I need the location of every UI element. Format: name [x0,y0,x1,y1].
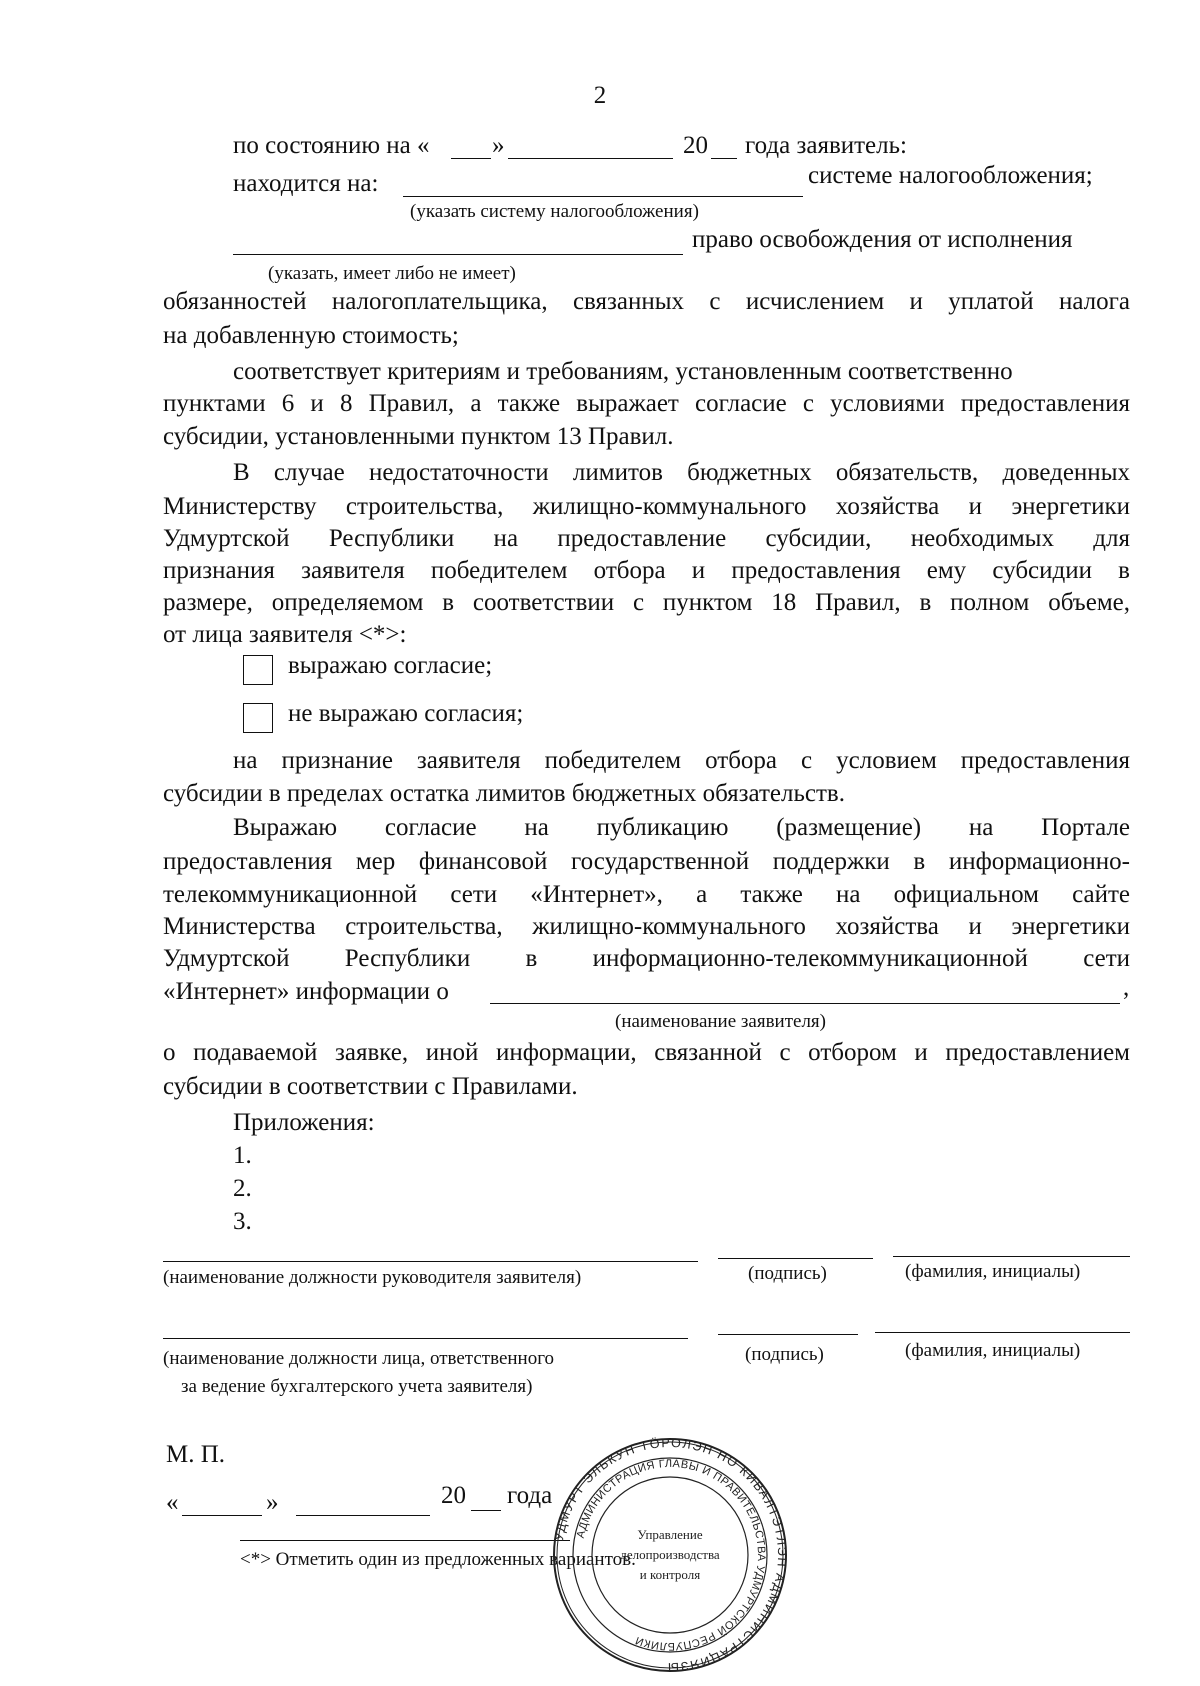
date-month-blank [296,1515,430,1516]
accountant-position-caption: за ведение бухгалтерского учета заявителя) [181,1376,533,1397]
seal-place: М. П. [166,1441,226,1468]
tax-prefix: находится на: [233,170,379,197]
position-blank [163,1261,698,1262]
stamp-outer-text: УДМУРТ ЭЛЬКУН ТӦРОЛЭН НО КИВАЛТЭТЛЭН АДМИНИСТРАЦИЯЗЫ [551,1435,790,1675]
consent-label: выражаю согласие; [288,652,493,679]
applicant-caption: (наименование заявителя) [615,1011,826,1032]
position-caption: (наименование должности руководителя заявителя) [163,1267,582,1288]
internet-prefix: «Интернет» информации о [163,978,449,1005]
applicant-name-blank [490,1003,1120,1004]
consent-checkbox[interactable] [243,655,273,685]
paragraph4-line: на признание заявителя победителем отбора с условием предоставления [233,747,1130,774]
paragraph3-line: от лица заявителя <*>: [163,621,407,648]
exemption-blank [233,254,683,255]
status-year: 20 [683,132,708,159]
paragraph5-line: телекоммуникационной сети «Интернет», а также на официальном сайте [163,881,1130,908]
date-day-blank [182,1515,262,1516]
date-year: 20 [441,1482,466,1509]
accountant-name-blank [875,1332,1130,1333]
exemption-caption: (указать, имеет либо не имеет) [268,263,516,284]
paragraph3-line: признания заявителя победителем отбора и предоставления ему субсидии в [163,557,1130,584]
paragraph6-line: о подаваемой заявке, иной информации, связанной с отбором и предоставлением [163,1039,1130,1066]
paragraph3-line: размере, определяемом в соответствии с пунктом 18 Правил, в полном объеме, [163,589,1130,616]
paragraph4-line: субсидии в пределах остатка лимитов бюджетных обязательств. [163,780,845,807]
paragraph1-line: на добавленную стоимость; [163,322,459,349]
attachments-title: Приложения: [233,1109,375,1136]
official-stamp [550,1435,790,1675]
accountant-name-caption: (фамилия, инициалы) [905,1340,1081,1361]
signature-caption: (подпись) [748,1263,827,1284]
stamp-center-line: и контроля [639,1567,701,1582]
paragraph3-line: В случае недостаточности лимитов бюджетных обязательств, доведенных [233,459,1130,486]
date-year-blank [471,1510,501,1511]
paragraph2-line: субсидии, установленными пунктом 13 Правил. [163,423,674,450]
date-close: » [266,1489,279,1516]
paragraph5-line: Удмуртской Республики в информационно-телекоммуникационной сети [163,945,1130,972]
status-mid: » [492,132,505,159]
status-suffix: года заявитель: [745,132,907,159]
date-open: « [166,1489,179,1516]
tax-system-blank [403,196,803,197]
paragraph3-line: Министерству строительства, жилищно-коммунального хозяйства и энергетики [163,493,1130,520]
attachment-item: 3. [233,1208,252,1235]
exemption-suffix: право освобождения от исполнения [692,226,1073,253]
no-consent-checkbox[interactable] [243,703,273,733]
stamp-center-line: Управление [637,1527,703,1542]
attachment-item: 2. [233,1175,252,1202]
signature-blank [718,1258,873,1259]
stamp-inner-text: АДМИНИСТРАЦИЯ ГЛАВЫ И ПРАВИТЕЛЬСТВА УДМУРТСКОЙ РЕСПУБЛИКИ [574,1457,768,1653]
attachment-item: 1. [233,1142,252,1169]
accountant-signature-caption: (подпись) [745,1344,824,1365]
paragraph6-line: субсидии в соответствии с Правилами. [163,1073,578,1100]
accountant-position-caption: (наименование должности лица, ответственного [163,1348,555,1369]
accountant-position-blank [163,1338,688,1339]
date-suffix: года [507,1482,553,1509]
name-blank [893,1256,1130,1257]
year-blank [711,158,737,159]
status-prefix: по состоянию на « [233,132,430,159]
footnote: <*> Отметить один из предложенных вариантов. [240,1549,636,1570]
stamp-center-line: делопроизводства [620,1547,720,1562]
paragraph5-line: предоставления мер финансовой государственной поддержки в информационно- [163,848,1130,875]
paragraph1-line: обязанностей налогоплательщика, связанных с исчислением и уплатой налога [163,288,1130,315]
month-blank [508,158,673,159]
paragraph3-line: Удмуртской Республики на предоставление субсидии, необходимых для [163,525,1130,552]
accountant-signature-blank [718,1334,858,1335]
day-blank [451,158,491,159]
no-consent-label: не выражаю согласия; [288,700,524,727]
paragraph2-line: пунктами 6 и 8 Правил, а также выражает согласие с условиями предоставления [163,390,1130,417]
paragraph5-line: Министерства строительства, жилищно-коммунального хозяйства и энергетики [163,913,1130,940]
tax-suffix: системе налогообложения; [808,162,1093,189]
page-number: 2 [593,82,607,109]
paragraph2-line: соответствует критериям и требованиям, установленным соответственно [233,358,1013,385]
internet-suffix: , [1123,974,1130,1001]
tax-caption: (указать систему налогообложения) [410,201,699,222]
name-caption: (фамилия, инициалы) [905,1261,1081,1282]
footnote-rule [240,1540,570,1541]
paragraph5-line: Выражаю согласие на публикацию (размещение) на Портале [233,814,1130,841]
